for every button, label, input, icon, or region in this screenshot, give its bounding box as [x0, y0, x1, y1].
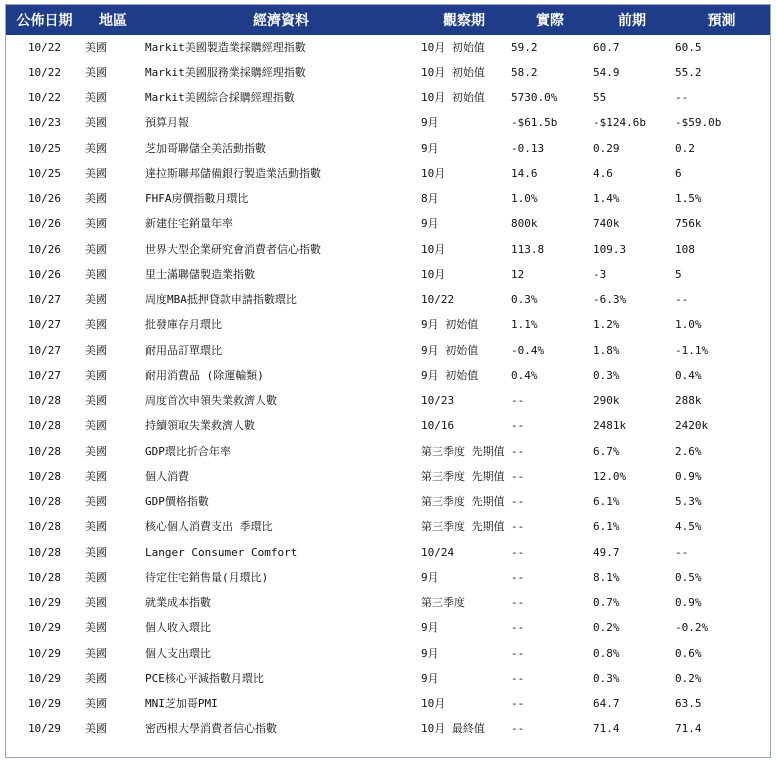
cell-period: 10月 初始值	[421, 91, 485, 104]
table-row	[6, 716, 770, 741]
cell-region: 美國	[85, 621, 107, 635]
cell-actual: 0.4%	[511, 368, 538, 382]
cell-previous: 6.1%	[593, 495, 620, 508]
table-row	[6, 161, 770, 186]
cell-indicator: FHFA房價指數月環比	[145, 192, 249, 205]
cell-forecast: -$59.0b	[675, 116, 722, 130]
table-body	[6, 35, 770, 742]
header-period: 觀察期	[419, 5, 509, 35]
cell-previous: 1.2%	[593, 318, 620, 332]
table-row	[6, 363, 770, 388]
cell-forecast: 0.9%	[675, 469, 702, 483]
cell-actual: --	[511, 495, 525, 508]
cell-previous: 55	[593, 91, 607, 104]
cell-region: 美國	[85, 495, 107, 508]
cell-actual: --	[511, 469, 525, 483]
cell-date: 10/28	[27, 520, 62, 534]
cell-region: 美國	[85, 141, 107, 155]
cell-previous: -6.3%	[593, 293, 627, 306]
table-row	[6, 35, 770, 60]
cell-indicator: Markit美國製造業採購經理指數	[145, 41, 306, 54]
cell-period: 第三季度 先期值	[421, 520, 505, 534]
cell-region: 美國	[85, 293, 107, 306]
cell-period: 10/16	[421, 419, 455, 433]
cell-period: 第三季度	[421, 596, 465, 609]
cell-indicator: 達拉斯聯邦儲備銀行製造業活動指數	[145, 166, 321, 180]
table-row	[6, 540, 770, 565]
cell-indicator: 持續領取失業救濟人數	[145, 419, 255, 433]
cell-date: 10/28	[27, 545, 62, 559]
cell-region: 美國	[85, 671, 107, 685]
cell-actual: 1.1%	[511, 318, 538, 332]
table-row	[6, 262, 770, 287]
cell-actual: --	[511, 646, 525, 660]
cell-previous: 2481k	[593, 419, 627, 433]
cell-forecast: -1.1%	[675, 343, 709, 357]
cell-previous: 0.29	[593, 141, 620, 155]
table-row	[6, 666, 770, 691]
cell-date: 10/29	[27, 697, 62, 710]
table-row	[6, 287, 770, 312]
table-row	[6, 312, 770, 337]
cell-date: 10/29	[27, 646, 62, 660]
cell-actual: --	[511, 596, 525, 609]
cell-actual: 113.8	[511, 242, 545, 256]
cell-period: 9月	[421, 646, 439, 660]
cell-actual: 5730.0%	[511, 91, 558, 104]
cell-period: 9月 初始值	[421, 343, 479, 357]
cell-period: 9月	[421, 621, 439, 635]
table-row	[6, 110, 770, 135]
table-row	[6, 388, 770, 413]
cell-previous: -$124.6b	[593, 116, 646, 130]
cell-forecast: 756k	[675, 217, 702, 231]
cell-period: 10月	[421, 242, 446, 256]
cell-indicator: 周度首次申領失業救濟人數	[145, 394, 277, 407]
cell-indicator: 個人支出環比	[145, 646, 211, 660]
table-row	[6, 641, 770, 666]
cell-region: 美國	[85, 242, 107, 256]
cell-forecast: 2420k	[675, 419, 709, 433]
cell-date: 10/27	[27, 293, 62, 306]
economic-calendar-table	[6, 5, 770, 742]
cell-region: 美國	[85, 116, 107, 130]
table-row	[6, 237, 770, 262]
cell-indicator: Langer Consumer Comfort	[145, 545, 298, 559]
table-row	[6, 565, 770, 590]
cell-previous: -3	[593, 267, 607, 281]
cell-actual: --	[511, 394, 525, 407]
cell-indicator: Markit美國綜合採購經理指數	[145, 91, 295, 104]
cell-actual: --	[511, 444, 525, 458]
cell-indicator: 里士滿聯儲製造業指數	[145, 267, 255, 281]
header-forecast: 預測	[673, 5, 770, 35]
cell-date: 10/22	[27, 65, 62, 79]
cell-period: 10月	[421, 697, 446, 710]
header-region: 地區	[83, 5, 143, 35]
cell-forecast: 108	[675, 242, 695, 256]
cell-period: 10/22	[421, 293, 455, 306]
table-row	[6, 615, 770, 640]
table-row	[6, 60, 770, 85]
cell-date: 10/29	[27, 671, 62, 685]
cell-actual: --	[511, 545, 525, 559]
cell-indicator: 周度MBA抵押貸款申請指數環比	[145, 293, 297, 306]
table-row	[6, 691, 770, 716]
cell-actual: 58.2	[511, 65, 538, 79]
table-row	[6, 464, 770, 489]
cell-previous: 0.3%	[593, 671, 620, 685]
cell-period: 10月 最終值	[421, 722, 485, 736]
table-row	[6, 489, 770, 514]
cell-region: 美國	[85, 65, 107, 79]
cell-previous: 6.1%	[593, 520, 620, 534]
cell-previous: 1.8%	[593, 343, 620, 357]
cell-previous: 290k	[593, 394, 620, 407]
cell-date: 10/28	[27, 419, 62, 433]
cell-period: 9月	[421, 671, 439, 685]
cell-period: 9月	[421, 217, 439, 231]
cell-period: 9月	[421, 570, 439, 584]
cell-forecast: 288k	[675, 394, 702, 407]
cell-period: 10/23	[421, 394, 455, 407]
cell-actual: -0.4%	[511, 343, 545, 357]
cell-actual: 0.3%	[511, 293, 538, 306]
cell-period: 9月 初始值	[421, 318, 479, 332]
cell-period: 10/24	[421, 545, 455, 559]
cell-date: 10/28	[27, 444, 62, 458]
cell-period: 10月 初始值	[421, 41, 485, 54]
cell-indicator: 新建住宅銷量年率	[145, 217, 233, 231]
table-row	[6, 514, 770, 539]
cell-indicator: 耐用品訂單環比	[145, 343, 222, 357]
cell-region: 美國	[85, 570, 107, 584]
cell-forecast: --	[675, 545, 689, 559]
cell-period: 第三季度 先期值	[421, 495, 505, 508]
cell-forecast: 0.4%	[675, 368, 702, 382]
cell-indicator: 耐用消費品 (除運輸類)	[145, 368, 264, 382]
cell-date: 10/26	[27, 217, 62, 231]
cell-region: 美國	[85, 91, 107, 104]
cell-actual: 800k	[511, 217, 538, 231]
cell-actual: --	[511, 722, 525, 736]
cell-date: 10/25	[27, 141, 62, 155]
cell-forecast: --	[675, 91, 689, 104]
cell-previous: 6.7%	[593, 444, 620, 458]
cell-actual: --	[511, 671, 525, 685]
cell-indicator: 個人收入環比	[145, 621, 211, 635]
header-actual: 實際	[509, 5, 591, 35]
cell-region: 美國	[85, 722, 107, 736]
cell-indicator: 密西根大學消費者信心指數	[145, 722, 277, 736]
cell-period: 10月	[421, 166, 446, 180]
cell-period: 10月 初始值	[421, 65, 485, 79]
cell-indicator: 就業成本指數	[145, 596, 211, 609]
economic-calendar-frame	[5, 4, 771, 758]
cell-indicator: 預算月報	[145, 116, 189, 130]
cell-previous: 49.7	[593, 545, 620, 559]
cell-previous: 0.2%	[593, 621, 620, 635]
cell-previous: 71.4	[593, 722, 620, 736]
table-row	[6, 413, 770, 438]
cell-indicator: 個人消費	[145, 469, 189, 483]
cell-forecast: 0.2%	[675, 671, 702, 685]
cell-actual: -0.13	[511, 141, 545, 155]
cell-region: 美國	[85, 368, 107, 382]
cell-region: 美國	[85, 343, 107, 357]
cell-region: 美國	[85, 41, 107, 54]
cell-previous: 64.7	[593, 697, 620, 710]
cell-forecast: -0.2%	[675, 621, 709, 635]
cell-previous: 1.4%	[593, 192, 620, 205]
cell-indicator: 核心個人消費支出 季環比	[145, 520, 273, 534]
table-header-row	[6, 5, 770, 35]
cell-date: 10/26	[27, 267, 62, 281]
cell-period: 10月	[421, 267, 446, 281]
cell-forecast: 4.5%	[675, 520, 702, 534]
cell-region: 美國	[85, 419, 107, 433]
cell-date: 10/28	[27, 495, 62, 508]
header-date: 公佈日期	[6, 5, 83, 35]
cell-indicator: 待定住宅銷售量(月環比)	[145, 570, 269, 584]
cell-region: 美國	[85, 394, 107, 407]
cell-previous: 0.3%	[593, 368, 620, 382]
cell-forecast: 2.6%	[675, 444, 702, 458]
cell-previous: 54.9	[593, 65, 620, 79]
cell-region: 美國	[85, 646, 107, 660]
cell-region: 美國	[85, 697, 107, 710]
cell-actual: --	[511, 419, 525, 433]
header-indicator: 經濟資料	[143, 5, 419, 35]
cell-previous: 4.6	[593, 166, 613, 180]
table-row	[6, 439, 770, 464]
cell-date: 10/26	[27, 192, 62, 205]
cell-period: 9月	[421, 141, 439, 155]
cell-date: 10/28	[27, 469, 62, 483]
cell-forecast: 5	[675, 267, 682, 281]
table-row	[6, 136, 770, 161]
cell-region: 美國	[85, 444, 107, 458]
cell-previous: 0.7%	[593, 596, 620, 609]
cell-forecast: 0.5%	[675, 570, 702, 584]
cell-region: 美國	[85, 192, 107, 205]
cell-forecast: 0.2	[675, 141, 695, 155]
cell-actual: --	[511, 621, 525, 635]
cell-previous: 8.1%	[593, 570, 620, 584]
cell-period: 8月	[421, 192, 439, 205]
cell-date: 10/27	[27, 343, 62, 357]
cell-forecast: 71.4	[675, 722, 702, 736]
cell-actual: 14.6	[511, 166, 538, 180]
cell-actual: 1.0%	[511, 192, 538, 205]
table-row	[6, 85, 770, 110]
cell-actual: --	[511, 697, 525, 710]
cell-date: 10/22	[27, 41, 62, 54]
cell-date: 10/28	[27, 570, 62, 584]
cell-previous: 0.8%	[593, 646, 620, 660]
cell-indicator: GDP價格指數	[145, 495, 209, 508]
cell-region: 美國	[85, 217, 107, 231]
cell-previous: 109.3	[593, 242, 627, 256]
cell-date: 10/29	[27, 621, 62, 635]
cell-date: 10/29	[27, 596, 62, 609]
cell-forecast: 63.5	[675, 697, 702, 710]
cell-forecast: 60.5	[675, 41, 702, 54]
table-row	[6, 186, 770, 211]
cell-region: 美國	[85, 520, 107, 534]
cell-forecast: 6	[675, 166, 682, 180]
cell-actual: -$61.5b	[511, 116, 558, 130]
cell-indicator: MNI芝加哥PMI	[145, 697, 218, 710]
cell-date: 10/22	[27, 91, 62, 104]
cell-actual: --	[511, 520, 525, 534]
cell-indicator: 批發庫存月環比	[145, 318, 222, 332]
cell-previous: 12.0%	[593, 469, 627, 483]
cell-date: 10/26	[27, 242, 62, 256]
cell-forecast: --	[675, 293, 689, 306]
cell-region: 美國	[85, 545, 107, 559]
cell-period: 第三季度 先期值	[421, 444, 505, 458]
table-row	[6, 338, 770, 363]
cell-region: 美國	[85, 267, 107, 281]
cell-date: 10/27	[27, 368, 62, 382]
cell-period: 9月	[421, 116, 439, 130]
cell-previous: 60.7	[593, 41, 620, 54]
cell-indicator: PCE核心平減指數月環比	[145, 671, 264, 685]
cell-date: 10/25	[27, 166, 62, 180]
cell-actual: 12	[511, 267, 525, 281]
cell-period: 9月 初始值	[421, 368, 479, 382]
cell-region: 美國	[85, 596, 107, 609]
cell-forecast: 0.6%	[675, 646, 702, 660]
cell-date: 10/27	[27, 318, 62, 332]
cell-forecast: 0.9%	[675, 596, 702, 609]
cell-date: 10/28	[27, 394, 62, 407]
cell-indicator: Markit美國服務業採購經理指數	[145, 65, 306, 79]
cell-indicator: 芝加哥聯儲全美活動指數	[145, 141, 266, 155]
table-row	[6, 590, 770, 615]
cell-actual: --	[511, 570, 525, 584]
cell-date: 10/23	[27, 116, 62, 130]
cell-region: 美國	[85, 166, 107, 180]
cell-forecast: 1.0%	[675, 318, 702, 332]
cell-indicator: 世界大型企業研究會消費者信心指數	[145, 242, 321, 256]
cell-region: 美國	[85, 318, 107, 332]
cell-period: 第三季度 先期值	[421, 469, 505, 483]
cell-indicator: GDP環比折合年率	[145, 444, 231, 458]
cell-forecast: 55.2	[675, 65, 702, 79]
table-row	[6, 211, 770, 236]
cell-date: 10/29	[27, 722, 62, 736]
cell-region: 美國	[85, 469, 107, 483]
cell-actual: 59.2	[511, 41, 538, 54]
header-previous: 前期	[591, 5, 673, 35]
cell-forecast: 1.5%	[675, 192, 702, 205]
cell-forecast: 5.3%	[675, 495, 702, 508]
cell-previous: 740k	[593, 217, 620, 231]
